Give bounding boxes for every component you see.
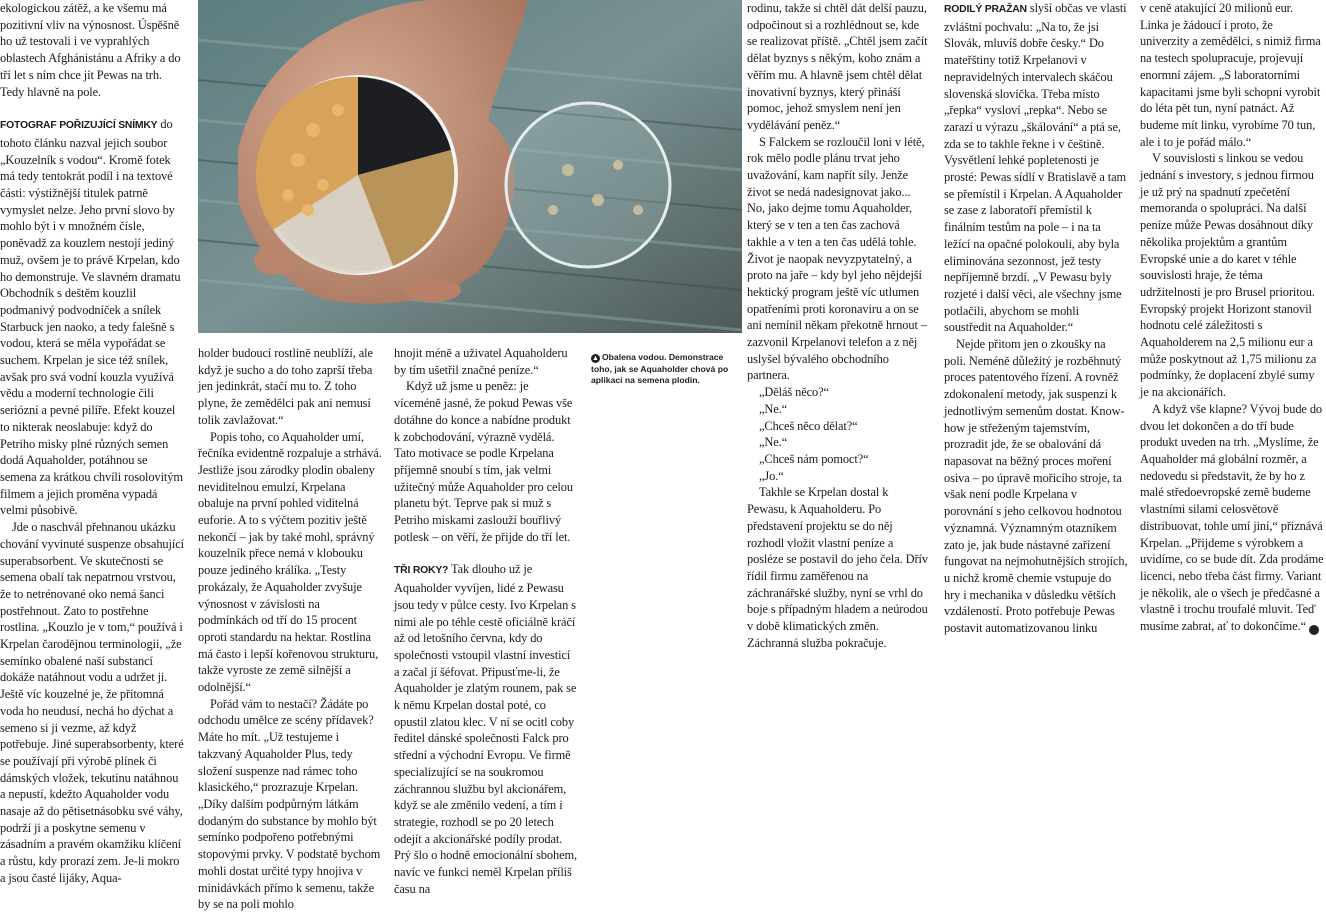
paragraph: Jde o naschvál přehnanou ukázku chování vyvinuté suspenze obsahující superabsorbent. Ve skutečnosti se semena obalí tak nepatrnou vrstvou, že to netrénované oko nemá šanci postřehnout. Zato to postřehne rostlina. „Kouzlo je v tom,“ používá i Krpelan čarodějnou terminologii, „že semínko obalené naší substancí dokáže natáhnout vodu a udržet ji. Ještě víc kouzelné je, že přítomná voda ho neudusí, nechá ho dýchat a semeno si ji vezme, až když potřebuje. Jiné superabsorbenty, které se používají při výrobě plínek či dámských vložek, tekutinu natáhnou a nepustí, kdežto Aquaholder vodu nasaje až do pětisetnásobku své váhy, podrží ji a poskytne semenu v zásadním a pravém okamžiku klíčení a růstu, kdy prorazí zem. Je-li mokro a jsou časté lijáky, Aqua- bbox=[0, 520, 184, 885]
dialogue-line: „Ne.“ bbox=[759, 435, 788, 450]
column-6 bbox=[1140, 0, 1324, 908]
column-1 bbox=[0, 0, 184, 908]
paragraph: RODILÝ PRAŽAN slyší občas ve vlasti zvláštní pochvalu: „Na to, že jsi Slovák, mluvíš dobře česky.“ Do mateřštiny totiž Krpelanovi v nepravidelných intervalech skáčou slovenská slovíčka. Třeba místo „řepka“ vysloví „repka“. Nebo se zarazí u výrazu „škálování“ a ptá se, zda se to takhle řekne i v češtině. Vysvětlení lehké popletenosti je prosté: Pewas sídlí v Bratislavě a tam se přemístil i Krpelan. A Aquaholder se zase z laboratoří přemístil k finálním testům na pole – i na ta ležící na opačné polokouli, aby byla eliminována sezonnost, jež testy nepříjemně brzdí. „V Pewasu byly rozjeté i další věci, ale všechny jsme potlačili, abychom se mohli soustředit na Aquaholder.“ bbox=[944, 1, 1127, 335]
paragraph: TŘI ROKY? Tak dlouho už je Aquaholder vyvíjen, lidé z Pewasu jsou tedy v půlce cesty. Ivo Krpelan s nimi ale po téhle cestě oficiálně kráčí až od letošního června, kdy do společnosti vstoupil vlastní investicí a začal jí šéfovat. Připusťme-li, že Aquaholder je zlatým rounem, pak se k němu Krpelan dostal poté, co opustil zlatou klec. V ní se ocitl coby ředitel dánské společnosti Falck pro střední a východní Evropu. Ve firmě specializující se na soukromou záchrannou službu byl akcionářem, když se ale změnilo vedení, a tím i strategie, rozhodl se po 20 letech odejít a akcionářské podíly prodat. Prý šlo o hodně emocionální sbohem, navíc ve funkci neměl Krpelan příliš času na bbox=[394, 562, 578, 896]
paragraph: Nejde přitom jen o zkoušky na poli. Neméně důležitý je rozběhnutý proces patentového řízení. A rovněž zdokonalení metody, jak suspenzi k jednotlivým semenům dostat. Know-how je střeženým tajemstvím, prozradit jde, že se obalování dá napasovat na běžný proces moření osiva – po úpravě mořicího stroje, ta však není podle Krpelana v porovnání s jeho celkovou hodnotou významná. Významným otazníkem zato je, jak bude nástavné zařízení fungovat na nejmohutnějších strojích, u nichž kromě chemie vstupuje do hry i mechanika v důsledku větších vzdáleností. Proto potřebuje Pewas postavit automatizovanou linku bbox=[944, 337, 1128, 636]
column-3 bbox=[394, 345, 578, 908]
paragraph: hnojit méně a uživatel Aquaholderu by tím ušetřil značné peníze.“ bbox=[394, 346, 568, 377]
paragraph: A když vše klapne? Vývoj bude do dvou let dokončen a do tří bude produkt uveden na trh. „Myslíme, že Aquaholder má globální rozměr, a nedovedu si představit, že by ho z malé středoevropské země budeme vlastními silami celosvětově distribuovat, tohle umí jiní,“ přiznává Krpelan. „Přijdeme s výrobkem a uvidíme, co se bude dít. Zda prodáme licenci, nebo třeba část firmy. Variant je několik, ale o všech je předčasné a vlastně i trochu troufalé mluvit. Teď musíme zabrat, ať to dokončíme.“ R bbox=[1140, 401, 1326, 634]
dialogue-line: „Chceš něco dělat?“ bbox=[759, 418, 858, 433]
dialogue-line: „Ne.“ bbox=[759, 401, 788, 416]
dialogue-line: „Chceš nám pomoct?“ bbox=[759, 451, 869, 466]
paragraph: Když už jsme u peněz: je víceméně jasné, že pokud Pewas vše dotáhne do konce a nabídne produkt k zobchodování, výrazně vydělá. Tato motivace se podle Krpelana příjemně snoubí s tím, jak velmi užitečný může Aquaholder pro celou planetu být. Teprve pak si muž s Petriho miskami zaslouží bouřlivý potlesk – on věří, že přijde do tří let. bbox=[394, 379, 573, 544]
arrow-up-circle-icon: ▲ bbox=[592, 355, 599, 362]
paragraph: ekologickou zátěž, a ke všemu má pozitivní vliv na výnosnost. Úspěšně ho už testovali i ve vyprahlých oblastech Afghánistánu a Afriky a do tří let s ním chce jít Pewas na trh. Tedy hlavně na pole. bbox=[0, 1, 181, 99]
paragraph: holder budoucí rostlině neublíží, ale když je sucho a do toho zaprší třeba jen jedinkrát, stačí mu to. Z toho plyne, že zemědělci pak ani nemusí tolik zavlažovat.“ bbox=[198, 346, 373, 427]
paragraph: Popis toho, co Aquaholder umí, řečníka evidentně rozpaluje a strhává. Jestliže jsou zárodky plodin obaleny neviditelnou emulzí, Krpelana obaluje na první pohled viditelná euforie. A to s výčtem pozitiv ještě nekončí – jak by také mohl, správný kouzelník přece nemá v klobouku pouze jediného králíka. „Testy prokázaly, že Aquaholder zvyšuje výnosnost v závislosti na podmínkách od tří do 15 procent oproti standardu na hektar. Rostlina má často i lepší kořenovou strukturu, takže vyroste ze země silnější a odolnější.“ bbox=[198, 429, 382, 695]
photo-caption bbox=[591, 352, 741, 387]
lead-in: FOTOGRAF POŘIZUJÍCÍ SNÍMKY bbox=[0, 120, 158, 132]
dialogue-line: „Děláš něco?“ bbox=[759, 385, 829, 400]
lead-in: RODILÝ PRAŽAN bbox=[944, 4, 1027, 15]
paragraph: Takhle se Krpelan dostal k Pewasu, k Aquaholderu. Po představení projektu se do něj rozhodl vložit vlastní peníze a posléze se postavil do jeho čela. Dřív řídil firmu zaměřenou na záchranářské služby, nyní se vrhl do boje s případným hladem a neúrodou v době klimatických změn. Záchranná služba pokračuje. bbox=[747, 485, 928, 650]
paragraph: S Falckem se rozloučil loni v létě, rok mělo podle plánu trvat jeho uvažování, kam napřít síly. Jenže život se nedá nadesignovat jako... No, jako dejme tomu Aquaholder, který se v ten a ten čas zachová takhle a v ten a ten čas udělá tohle. Život je naopak nevyzpytatelný, a proto na jaře – kdy byl jeho nějdejší hektický program ještě víc utlumen opatřeními proti koronaviru a on se ani nemínil někam překotně hrnout – zazvonil Krpelanovi telefon a z něj uslyšel bývalého obchodního partnera. bbox=[747, 134, 927, 383]
petri-dish-photo bbox=[198, 0, 742, 333]
column-5 bbox=[944, 0, 1128, 908]
lead-in: TŘI ROKY? bbox=[394, 565, 449, 577]
article-end-icon: R bbox=[1309, 625, 1319, 635]
paragraph: Pořád vám to nestačí? Žádáte po odchodu umělce ze scény přídavek? Máte ho mít. „Už testujeme i takzvaný Aquaholder Plus, tedy složení suspenze nad rámec toho klasického,“ prozrazuje Krpelan. „Díky dalším podpůrným látkám dodaným do substance by mohlo být semínko podpořeno potřebnými stopovými prvky. V podstatě bychom mohli dostat určité typy hnojiva v minidávkách přímo k semenu, takže by se na poli mohlo bbox=[198, 696, 381, 912]
paragraph: FOTOGRAF POŘIZUJÍCÍ SNÍMKY do tohoto článku nazval jejich soubor „Kouzelník s vodou“. Kromě fotek má tedy tentokrát podíl i na textové části: výstižnější titulek patrně vymyslet nelze. Jeho první slovo by mohlo být i v množném čísle, poněvadž za kouzlem nestojí jediný muž, ovšem je to právě Krpelan, kdo ho demonstruje. Ve slavném dramatu Obchodník s deštěm kouzlil podmanivý podvodníček a snílek Starbuck jen naoko, a tedy falešně s vodou, která se měla vypořádat se suchem. Krpelan je sice též snílek, avšak pro svá vodní kouzla využívá vědu a moderní technologie čili seriózní a pevné pilíře. Efekt kouzel to nikterak neoslabuje: když do Petriho misky plné různých semen dodá Aquaholder, potáhnou se semena za krátkou chvíli rosolovitým filmem a jejich proměna vypadá velmi působivě. bbox=[0, 117, 183, 518]
paragraph: V souvislosti s linkou se vedou jednání s investory, s jednou firmou je už prý na spadnutí zpečetění memoranda o spolupráci. Na další peníze může Pewas dosáhnout díky několika projektům a grantům Evropské unie a do karet v téhle souvislosti hraje, že téma udržitelnosti je pro Brusel prioritou. Evropský projekt Horizont stanovil hodnotu celé záležitosti s Aquaholderem na 2,5 milionu eur a může poskytnout až 1,75 milionu za podmínky, že doplacení zbylé sumy je na akcionářích. bbox=[1140, 151, 1317, 400]
column-4 bbox=[747, 0, 931, 908]
article-photo bbox=[198, 0, 742, 333]
paragraph: rodinu, takže si chtěl dát delší pauzu, odpočinout si a rozhlédnout se, kde se realizovat příště. „Chtěl jsem začít dělat byznys s někým, koho znám a věřím mu. A hlavně jsem chtěl dělat inovativní byznys, který přináší pomoc, jehož smyslem není jen vydělávání peněz.“ bbox=[747, 1, 928, 132]
column-2 bbox=[198, 345, 382, 912]
caption-text: Obalena vodou. Demonstrace toho, jak se Aquaholder chová po aplikaci na semena plodin. bbox=[591, 352, 729, 386]
paragraph: v ceně atakující 20 milionů eur. Linka je žádoucí i proto, že univerzity a zemědělci, s nimiž firma na testech spolupracuje, projevují enormní zájem. „S laboratorními kapacitami jsme byli schopni vyrobit do léta pět tun, nyní patnáct. Až budeme mít linku, vyrobíme 70 tun, ale i to je pořád málo.“ bbox=[1140, 1, 1321, 149]
dialogue-line: „Jo.“ bbox=[759, 468, 784, 483]
